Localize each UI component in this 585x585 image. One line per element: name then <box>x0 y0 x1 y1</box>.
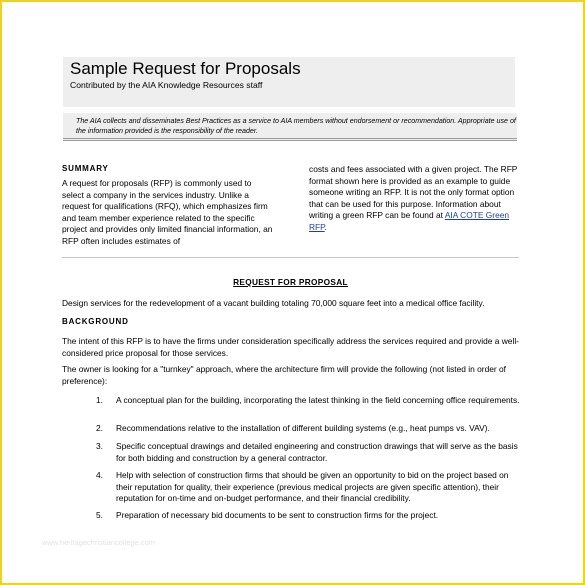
disclaimer-text: The AIA collects and disseminates Best Practices as a service to AIA members without endorsement or recommendation. Appropriate use of the information provided is the responsibility of the reader. <box>76 117 516 135</box>
list-item-number: 5. <box>96 510 103 520</box>
intent-paragraph: The intent of this RFP is to have the firms under consideration specifically address the services required and provide a well-considered price proposal for those services. <box>62 336 519 358</box>
list-item-text: A conceptual plan for the building, incorporating the latest thinking in the field concerning office requirements. <box>116 395 520 405</box>
design-services-paragraph: Design services for the redevelopment of a vacant building totaling 70,000 square feet into a medical office facility. <box>62 298 485 308</box>
list-item-number: 4. <box>96 470 103 480</box>
disclaimer-divider <box>63 138 517 141</box>
rfp-heading: REQUEST FOR PROPOSAL <box>233 277 348 287</box>
summary-right-text: costs and fees associated with a given project. The RFP format shown here is provided as an example to guide someone writing an RFP. It is not the only format option that can be used for this purpose. Information about writing a green RFP can be found at <box>309 164 518 221</box>
summary-right-column <box>309 164 521 234</box>
list-item-text: Help with selection of construction firms that should be given an opportunity to bid on the project based on their reputation for quality, their experience (previous medical projects are given specific attention), their reputation for on-time and on-budget performance, and their financial credibility. <box>116 470 509 504</box>
summary-heading: SUMMARY <box>62 164 109 173</box>
green-rfp-link[interactable]: AIA COTE Green RFP <box>309 210 510 232</box>
summary-left-column: A request for proposals (RFP) is commonly used to select a company in the services industry. Unlike a request for qualifications (RFQ), which emphasizes firm and team member experience related to the specific project and provides only limited financial information, an RFP often includes estimates of <box>62 178 273 246</box>
watermark: www.heritagechristiancollege.com <box>42 538 155 547</box>
section-divider <box>62 257 519 258</box>
document-title: Sample Request for Proposals <box>70 59 301 78</box>
link-suffix: . <box>324 221 327 232</box>
background-heading: BACKGROUND <box>62 317 129 326</box>
list-item-text: Preparation of necessary bid documents to be sent to construction firms for the project. <box>116 510 439 520</box>
list-item-number: 2. <box>96 423 103 433</box>
document-subtitle: Contributed by the AIA Knowledge Resources staff <box>70 80 263 90</box>
list-item-number: 3. <box>96 441 103 451</box>
list-item-number: 1. <box>96 395 103 405</box>
list-item-text: Specific conceptual drawings and detailed engineering and construction drawings that will serve as the basis for both bidding and construction by a general contractor. <box>116 441 518 463</box>
owner-paragraph: The owner is looking for a "turnkey" approach, where the architecture firm will provide the following (not listed in order of preference): <box>62 364 506 386</box>
list-item-text: Recommendations relative to the installation of different building systems (e.g., heat pumps vs. VAV). <box>116 423 490 433</box>
